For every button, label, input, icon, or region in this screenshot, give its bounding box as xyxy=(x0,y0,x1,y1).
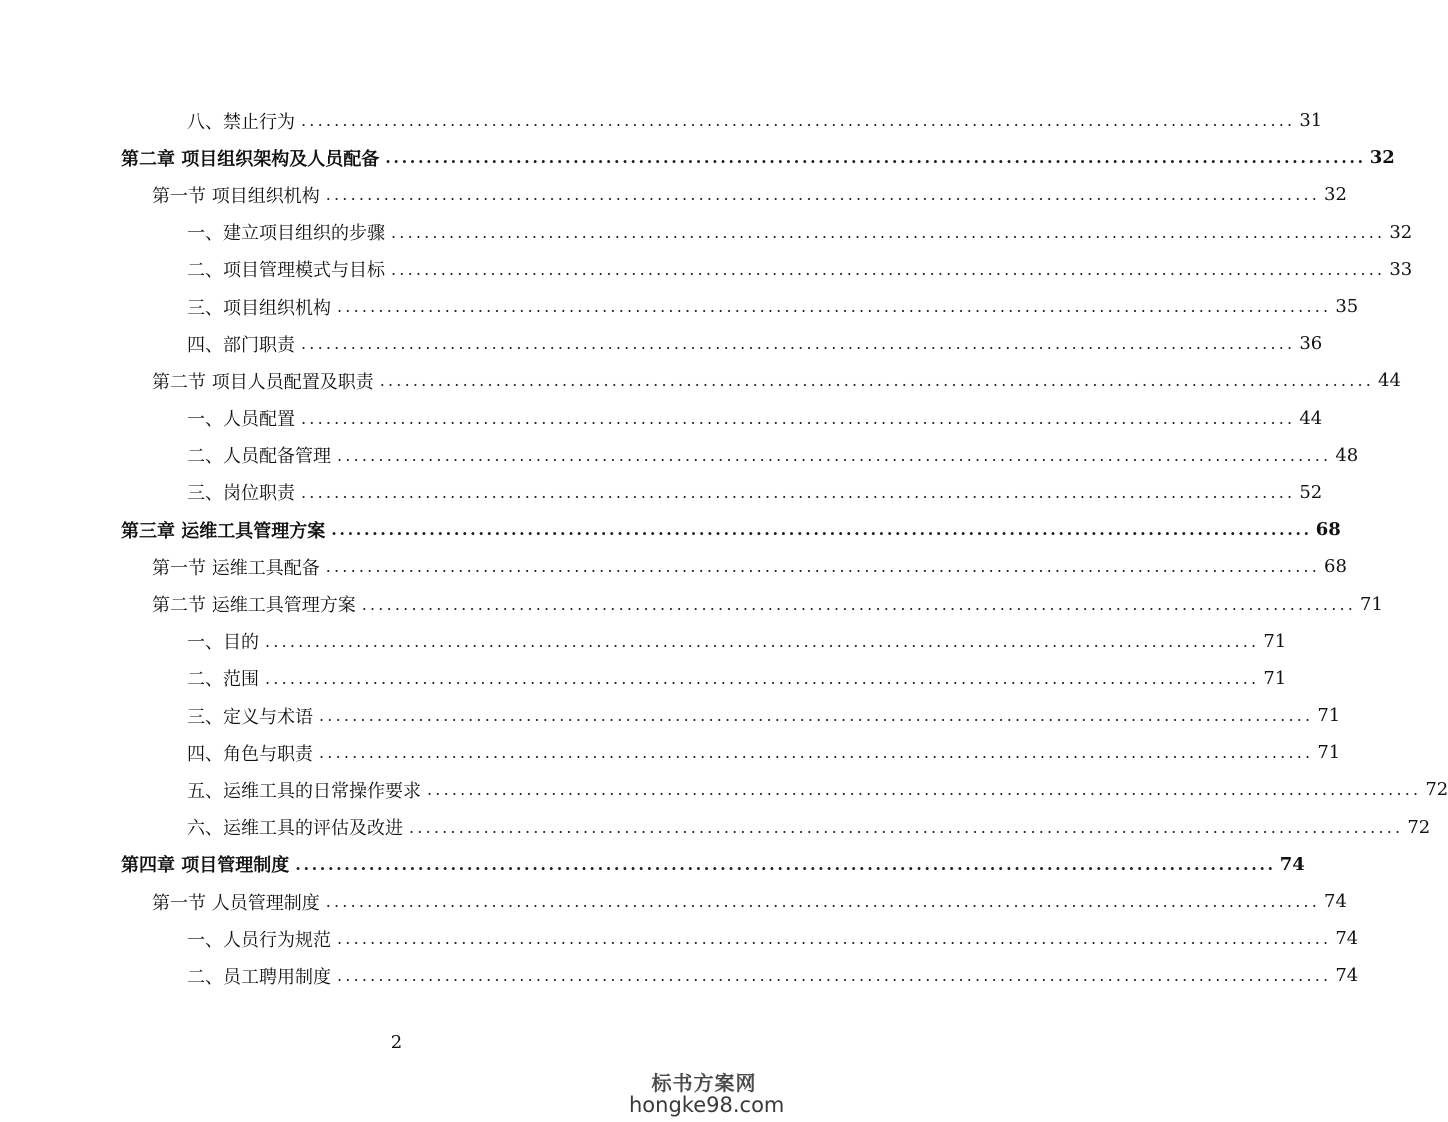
toc-dot-leader: ........................................................................................................................ xyxy=(409,817,1404,837)
toc-entry[interactable] xyxy=(0,548,1347,585)
toc-dot-leader: ........................................................................................................................ xyxy=(325,892,1321,912)
page-number: 2 xyxy=(390,1032,403,1053)
toc-entry[interactable] xyxy=(0,623,1287,660)
toc-entry[interactable] xyxy=(0,734,1341,771)
toc-dot-leader: ........................................................................................................................ xyxy=(331,520,1312,540)
toc-entry[interactable] xyxy=(0,102,1323,139)
toc-entry-page: 72 xyxy=(1425,779,1448,801)
toc-dot-leader: ........................................................................................................................ xyxy=(319,743,1314,763)
toc-entry-title: 二、人员配备管理 xyxy=(187,446,331,468)
toc-entry[interactable] xyxy=(0,176,1347,213)
toc-entry-title: 三、项目组织机构 xyxy=(187,297,331,319)
toc-entry[interactable] xyxy=(0,362,1401,399)
toc-dot-leader: ........................................................................................................................ xyxy=(391,259,1386,279)
toc-entry-page: 44 xyxy=(1378,370,1401,392)
toc-entry-page: 68 xyxy=(1324,556,1347,578)
toc-dot-leader: ........................................................................................................................ xyxy=(301,408,1296,428)
toc-entry-page: 71 xyxy=(1317,742,1341,764)
toc-entry-page: 68 xyxy=(1315,519,1341,541)
toc-entry-page: 74 xyxy=(1335,965,1359,987)
toc-entry[interactable] xyxy=(0,846,1305,883)
toc-entry-page: 52 xyxy=(1299,481,1323,503)
toc-entry-page: 71 xyxy=(1360,593,1383,615)
toc-entry-title: 二、范围 xyxy=(187,669,259,691)
watermark-logo xyxy=(629,1070,785,1117)
toc-entry[interactable] xyxy=(0,474,1323,511)
toc-entry-title: 四、角色与职责 xyxy=(187,743,313,765)
toc-entry-title: 第二节 项目人员配置及职责 xyxy=(152,371,374,393)
toc-entry-title: 第一节 运维工具配备 xyxy=(152,557,320,579)
toc-entry[interactable] xyxy=(0,660,1287,697)
toc-dot-leader: ........................................................................................................................ xyxy=(301,111,1296,131)
toc-dot-leader: ........................................................................................................................ xyxy=(265,631,1260,651)
toc-entry-title: 第四章 项目管理制度 xyxy=(121,855,290,877)
watermark-name: 标书方案网 xyxy=(651,1070,757,1095)
toc-entry-title: 第三章 运维工具管理方案 xyxy=(121,520,326,542)
toc-dot-leader: ........................................................................................................................ xyxy=(379,371,1375,391)
toc-entry-page: 32 xyxy=(1324,184,1347,206)
toc-entry-title: 一、人员行为规范 xyxy=(187,929,331,951)
toc-entry-title: 第二章 项目组织架构及人员配备 xyxy=(121,148,380,170)
toc-entry[interactable] xyxy=(0,511,1341,548)
toc-dot-leader: ........................................................................................................................ xyxy=(337,297,1332,317)
toc-dot-leader: ........................................................................................................................ xyxy=(337,445,1332,465)
toc-entry-title: 一、建立项目组织的步骤 xyxy=(187,223,385,245)
toc-entry-page: 74 xyxy=(1324,891,1347,913)
toc-entry[interactable] xyxy=(0,139,1395,176)
toc-entry[interactable] xyxy=(0,585,1383,622)
toc-dot-leader: ........................................................................................................................ xyxy=(325,185,1321,205)
toc-dot-leader: ........................................................................................................................ xyxy=(427,780,1422,800)
toc-entry-title: 第一节 项目组织机构 xyxy=(152,185,320,207)
toc-dot-leader: ........................................................................................................................ xyxy=(361,594,1357,614)
toc-dot-leader: ........................................................................................................................ xyxy=(325,557,1321,577)
toc-entry-title: 第一节 人员管理制度 xyxy=(152,892,320,914)
toc-entry-title: 六、运维工具的评估及改进 xyxy=(187,818,403,840)
toc-entry[interactable] xyxy=(0,809,1431,846)
toc-entry[interactable] xyxy=(0,400,1323,437)
toc-dot-leader: ........................................................................................................................ xyxy=(337,929,1332,949)
toc-entry-page: 32 xyxy=(1369,147,1395,169)
watermark-url: hongke98.com xyxy=(629,1092,785,1117)
toc-entry[interactable] xyxy=(0,251,1413,288)
toc-entry[interactable] xyxy=(0,771,1448,808)
toc-entry[interactable] xyxy=(0,288,1359,325)
toc-entry-title: 一、目的 xyxy=(187,632,259,654)
toc-entry-page: 71 xyxy=(1317,705,1341,727)
toc-entry-page: 31 xyxy=(1299,110,1323,132)
toc-entry-page: 32 xyxy=(1389,221,1413,243)
toc-entry-page: 71 xyxy=(1263,667,1287,689)
toc-entry-title: 四、部门职责 xyxy=(187,334,295,356)
toc-entry-page: 48 xyxy=(1335,444,1359,466)
toc-entry-title: 三、岗位职责 xyxy=(187,483,295,505)
toc-entry[interactable] xyxy=(0,957,1359,994)
toc-entry-page: 72 xyxy=(1407,816,1431,838)
toc-dot-leader: ........................................................................................................................ xyxy=(295,854,1276,874)
toc-entry[interactable] xyxy=(0,325,1323,362)
toc-dot-leader: ........................................................................................................................ xyxy=(265,668,1260,688)
toc-entry-title: 八、禁止行为 xyxy=(187,111,295,133)
toc-entry-page: 33 xyxy=(1389,258,1413,280)
toc-entry-page: 74 xyxy=(1279,853,1305,875)
toc-dot-leader: ........................................................................................................................ xyxy=(301,482,1296,502)
toc-entry-page: 71 xyxy=(1263,630,1287,652)
toc-entry-page: 35 xyxy=(1335,296,1359,318)
toc-entry[interactable] xyxy=(0,697,1341,734)
toc-entry-page: 36 xyxy=(1299,333,1323,355)
toc-entry-title: 二、员工聘用制度 xyxy=(187,966,331,988)
toc-dot-leader: ........................................................................................................................ xyxy=(319,706,1314,726)
toc-entry-page: 74 xyxy=(1335,928,1359,950)
toc-entry-page: 44 xyxy=(1299,407,1323,429)
toc-dot-leader: ........................................................................................................................ xyxy=(385,148,1366,168)
toc-entry-title: 五、运维工具的日常操作要求 xyxy=(187,780,421,802)
toc-entry-title: 第二节 运维工具管理方案 xyxy=(152,595,356,617)
table-of-contents xyxy=(0,102,1448,995)
toc-dot-leader: ........................................................................................................................ xyxy=(337,966,1332,986)
toc-entry[interactable] xyxy=(0,883,1347,920)
toc-dot-leader: ........................................................................................................................ xyxy=(391,222,1386,242)
toc-entry-title: 一、人员配置 xyxy=(187,409,295,431)
toc-entry[interactable] xyxy=(0,214,1413,251)
toc-entry-title: 二、项目管理模式与目标 xyxy=(187,260,385,282)
toc-dot-leader: ........................................................................................................................ xyxy=(301,334,1296,354)
toc-entry[interactable] xyxy=(0,437,1359,474)
toc-entry[interactable] xyxy=(0,920,1359,957)
toc-entry-title: 三、定义与术语 xyxy=(187,706,313,728)
